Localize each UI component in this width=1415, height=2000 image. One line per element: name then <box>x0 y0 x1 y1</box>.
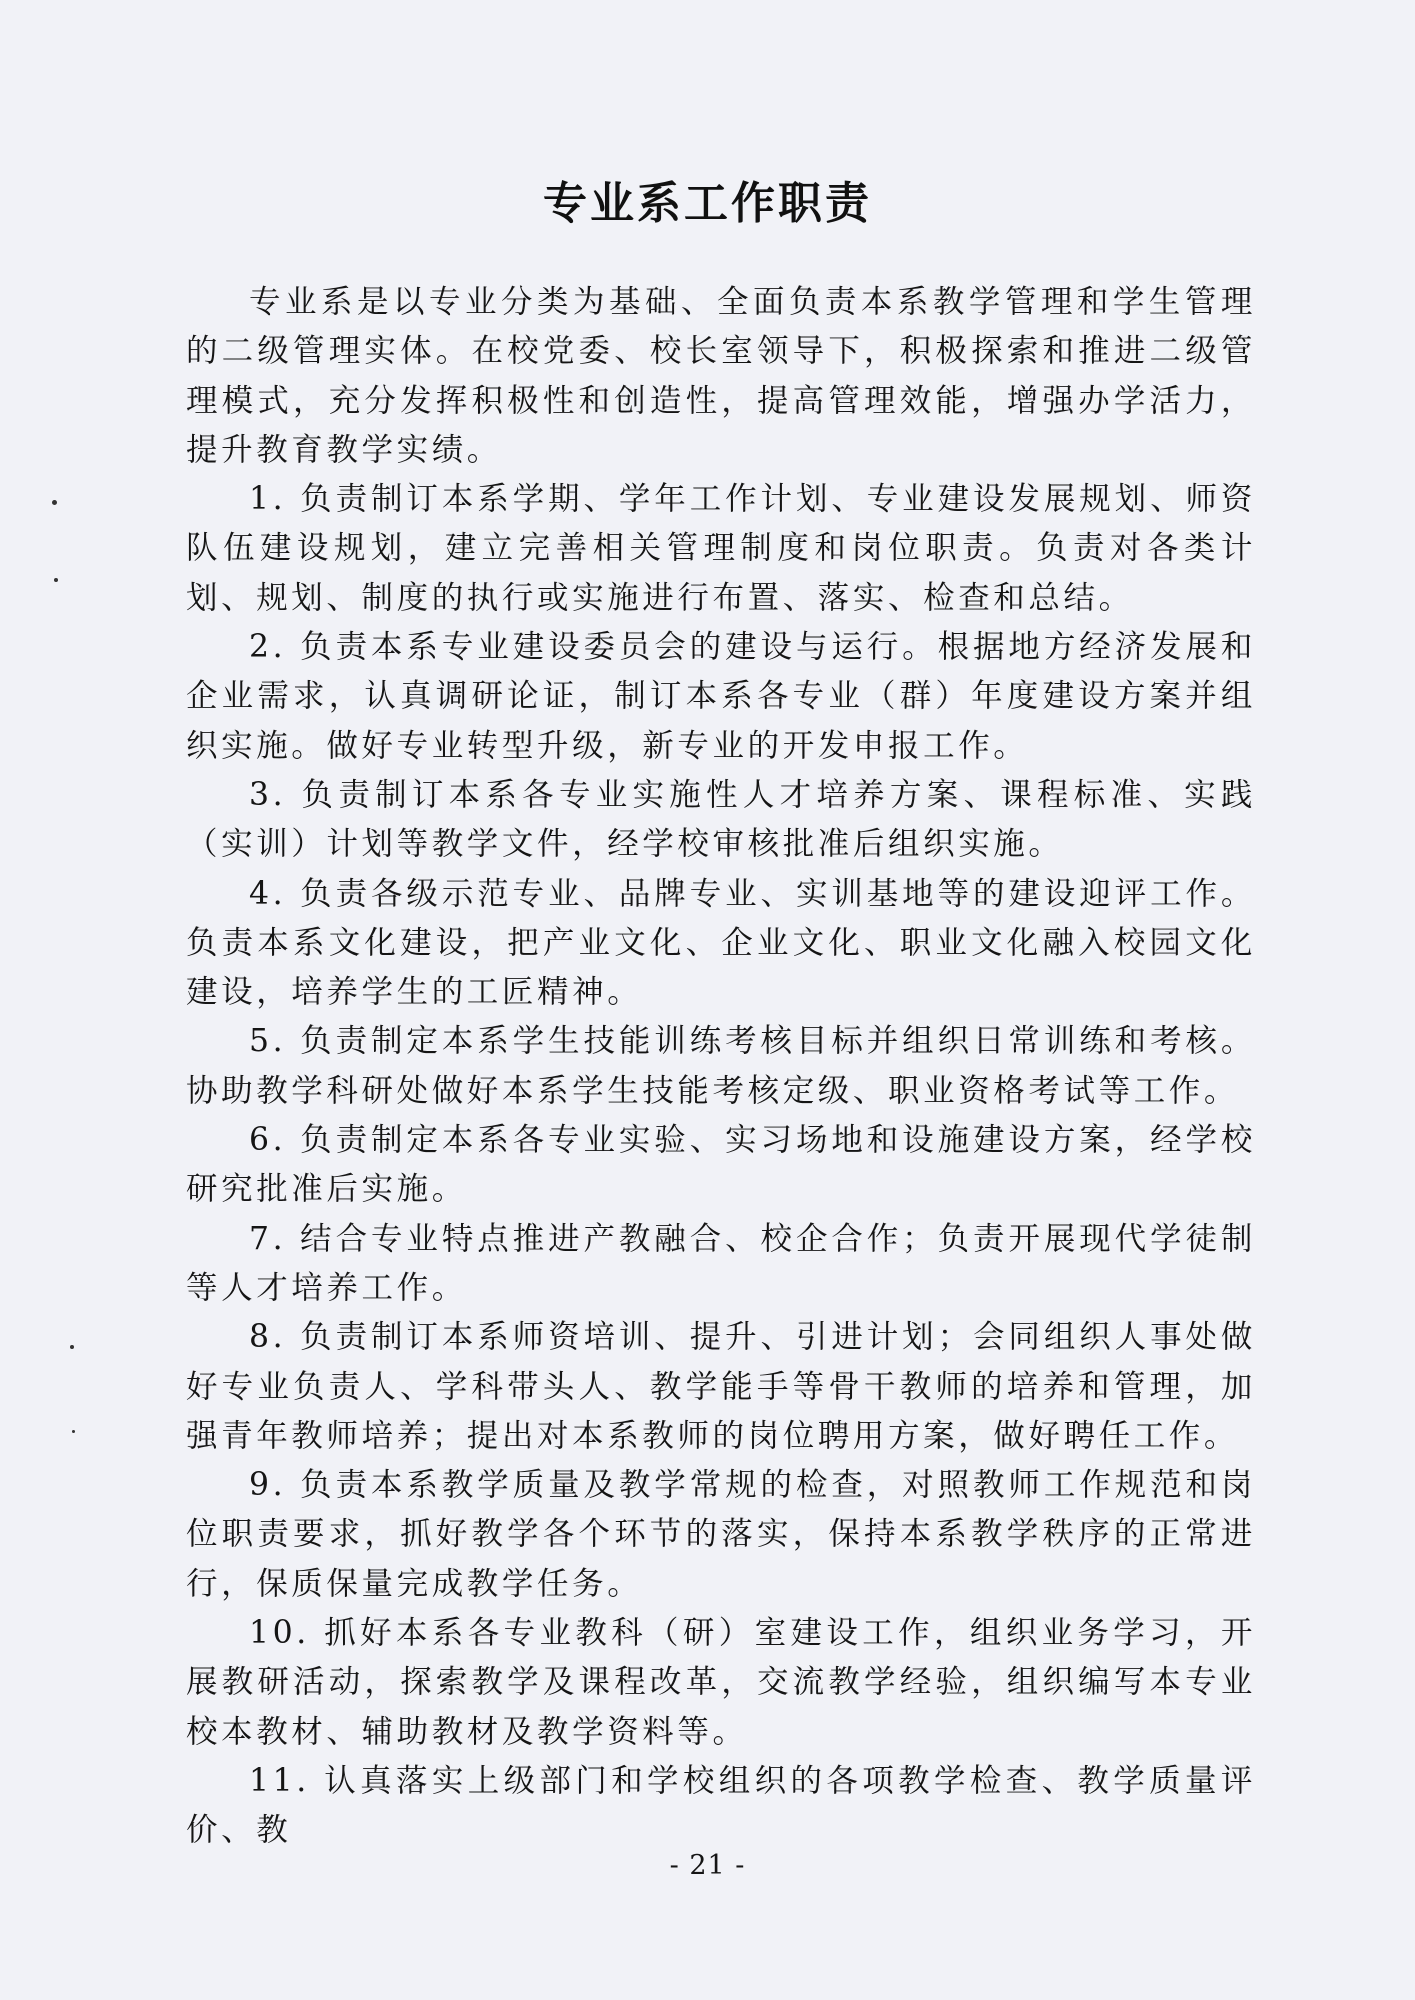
intro-paragraph: 专业系是以专业分类为基础、全面负责本系教学管理和学生管理的二级管理实体。在校党委、校长室领导下，积极探索和推进二级管理模式，充分发挥积极性和创造性，提高管理效能，增强办学活力，提升教育教学实绩。 <box>186 284 1256 468</box>
scan-speck <box>70 1345 74 1349</box>
page-number: - 21 - <box>669 1850 746 1881</box>
duty-item-1: 1. 负责制订本系学期、学年工作计划、专业建设发展规划、师资队伍建设规划，建立完善相关管理制度和岗位职责。负责对各类计划、规划、制度的执行或实施进行布置、落实、检查和总结。 <box>186 481 1256 616</box>
document-title: 专业系工作职责 <box>543 178 872 229</box>
duty-item-6: 6. 负责制定本系各专业实验、实习场地和设施建设方案，经学校研究批准后实施。 <box>186 1122 1256 1208</box>
scan-speck <box>52 500 57 505</box>
duty-item-9: 9. 负责本系教学质量及教学常规的检查，对照教师工作规范和岗位职责要求，抓好教学各个环节的落实，保持本系教学秩序的正常进行，保质保量完成教学任务。 <box>186 1467 1256 1602</box>
duty-item-3: 3. 负责制订本系各专业实施性人才培养方案、课程标准、实践（实训）计划等教学文件，经学校审核批准后组织实施。 <box>186 776 1256 863</box>
scan-speck <box>72 1430 75 1433</box>
duty-item-7: 7. 结合专业特点推进产教融合、校企合作；负责开展现代学徒制等人才培养工作。 <box>186 1220 1256 1306</box>
scan-speck <box>54 578 58 582</box>
duty-item-10: 10. 抓好本系各专业教科（研）室建设工作，组织业务学习，开展教研活动，探索教学及课程改革，交流教学经验，组织编写本专业校本教材、辅助教材及教学资料等。 <box>186 1615 1256 1750</box>
duty-item-8: 8. 负责制订本系师资培训、提升、引进计划；会同组织人事处做好专业负责人、学科带头人、教学能手等骨干教师的培养和管理，加强青年教师培养；提出对本系教师的岗位聘用方案，做好聘任工作。 <box>186 1319 1256 1454</box>
document-body <box>186 278 1256 1856</box>
duty-item-5: 5. 负责制定本系学生技能训练考核目标并组织日常训练和考核。协助教学科研处做好本系学生技能考核定级、职业资格考试等工作。 <box>186 1023 1256 1109</box>
duty-item-11: 11. 认真落实上级部门和学校组织的各项教学检查、教学质量评价、教 <box>186 1762 1256 1849</box>
duty-item-2: 2. 负责本系专业建设委员会的建设与运行。根据地方经济发展和企业需求，认真调研论证，制订本系各专业（群）年度建设方案并组织实施。做好专业转型升级，新专业的开发申报工作。 <box>186 629 1256 764</box>
duty-item-4: 4. 负责各级示范专业、品牌专业、实训基地等的建设迎评工作。负责本系文化建设，把产业文化、企业文化、职业文化融入校园文化建设，培养学生的工匠精神。 <box>186 875 1256 1011</box>
